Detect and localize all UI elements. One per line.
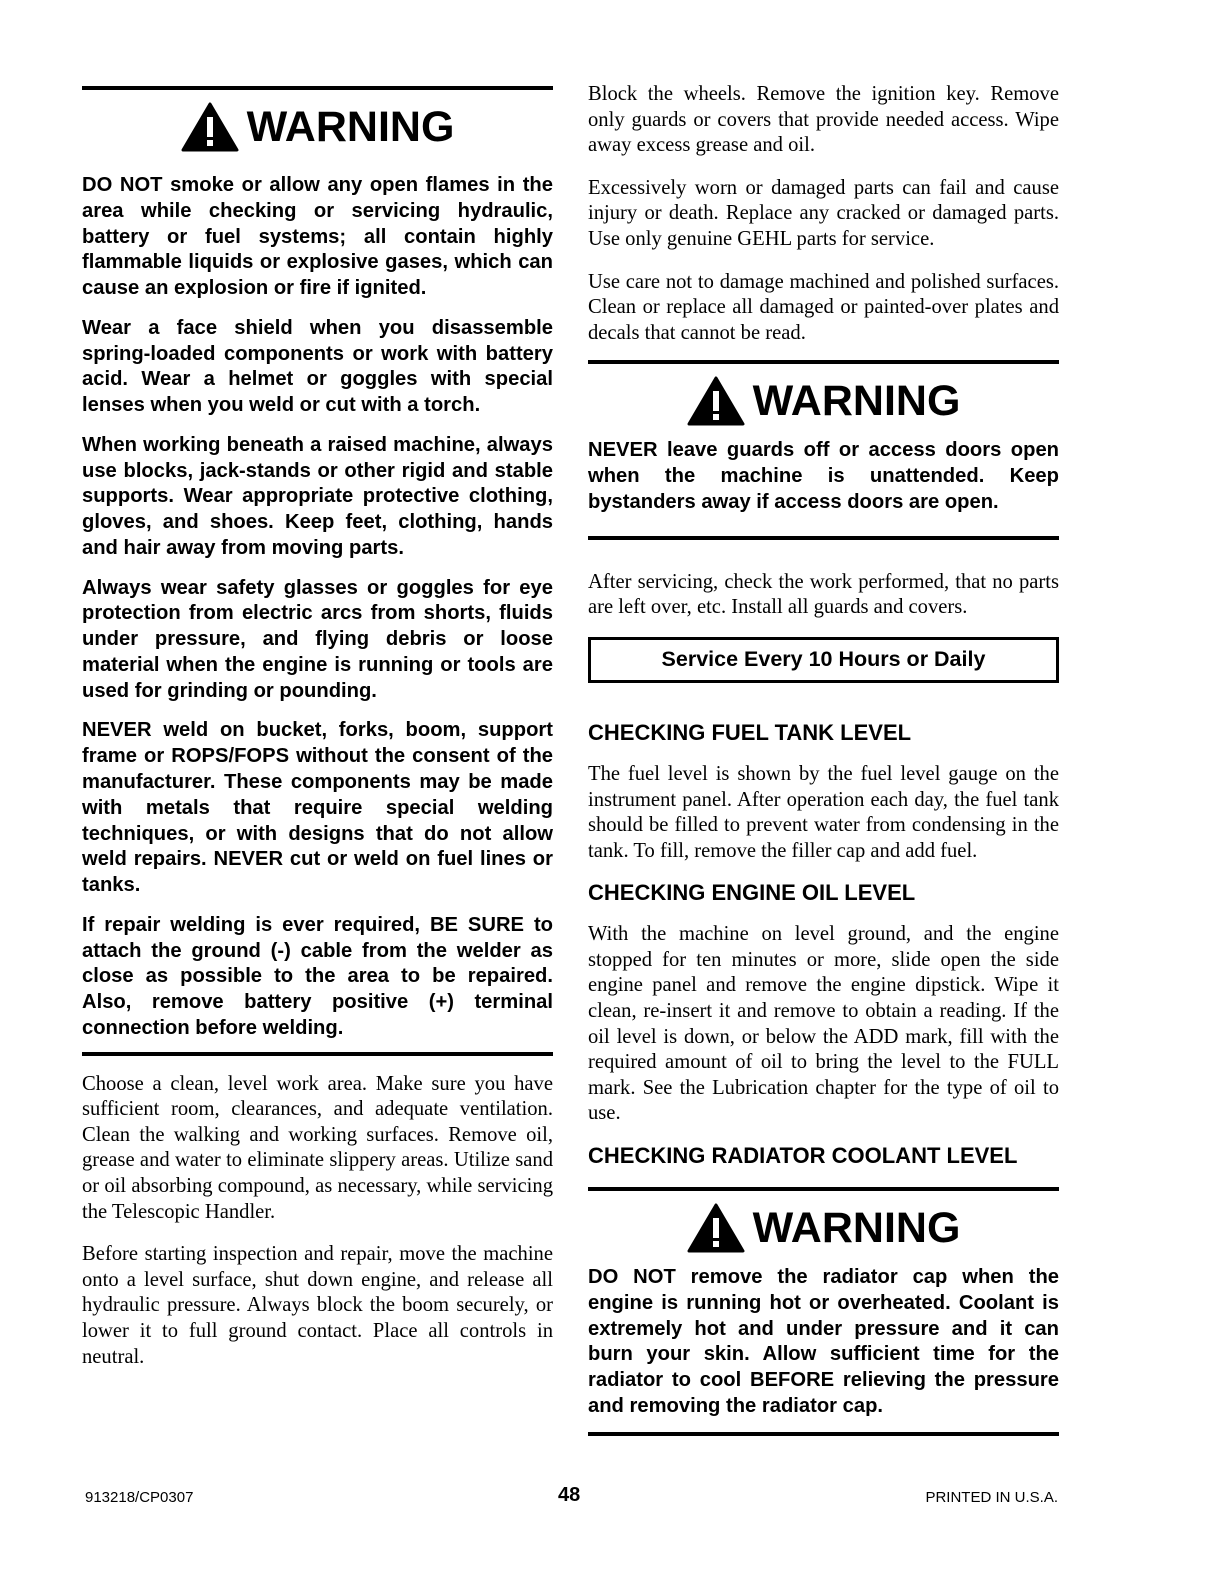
warning-top-rule [588,360,1059,364]
body-text [82,1072,553,1371]
oil-text: With the machine on level ground, and the engine stopped for ten minutes or more, slide open the side engine panel and remove the engine dipstick. Wipe it clean, re-insert it and remove to obtain a reading. If the oil level is down, or below the ADD mark, fill with the required amount of oil to bring the level to the FULL mark. See the Lubrication chapter for the type of oil to use. [588,923,1059,1125]
warning-bottom-rule [588,536,1059,540]
warning-title: WARNING [752,1203,961,1252]
warning-bottom-rule [82,1052,553,1056]
oil-heading: CHECKING ENGINE OIL LEVEL [588,880,916,906]
doc-number: 913218/CP0307 [85,1489,194,1506]
body-paragraph: Excessively worn or damaged parts can fail and cause injury or death. Replace any cracked or damaged parts. Use only genuine GEHL parts for service. [588,176,1059,250]
coolant-heading: CHECKING RADIATOR COOLANT LEVEL [588,1143,1018,1169]
warning-header [82,92,553,162]
warning-body [588,1265,1059,1420]
warning-paragraph: Wear a face shield when you disassemble spring-loaded components or work with battery acid. Wear a helmet or goggles with special lenses when you weld or cut with a torch. [82,316,553,417]
warning-body [588,438,1059,515]
warning-paragraph: DO NOT remove the radiator cap when the engine is running hot or overheated. Coolant is extremely hot and under pressure and it can burn your skin. Allow sufficient time for the radiator to cool BEFORE relieving the pressure and removing the radiator cap. [588,1266,1059,1418]
warning-header [588,366,1059,436]
warning-body [82,173,553,1042]
service-interval-box: Service Every 10 Hours or Daily [588,637,1059,683]
warning-paragraph: NEVER leave guards off or access doors open when the machine is unattended. Keep bystanders away if access doors are open. [588,439,1059,513]
warning-paragraph: DO NOT smoke or allow any open flames in the area while checking or servicing hydraulic, battery or fuel systems; all contain highly flammable liquids or explosive gases, which can cause an explosion or fire if ignited. [82,174,553,300]
fuel-heading: CHECKING FUEL TANK LEVEL [588,719,912,745]
fuel-text: The fuel level is shown by the fuel level gauge on the instrument panel. After operation each day, the fuel tank should be filled to prevent water from condensing in the tank. To fill, remove the filler cap and add fuel. [588,762,1059,862]
body-paragraph: Before starting inspection and repair, move the machine onto a level surface, shut down engine, and release all hydraulic pressure. Always block the boom securely, or lower it to full ground contact. Place all controls in neutral. [82,1243,553,1368]
left-column [82,86,553,1387]
warning-top-rule [82,86,553,90]
body-paragraph: Choose a clean, level work area. Make sure you have sufficient room, clearances, and adequate ventilation. Clean the walking and working surfaces. Remove oil, grease and water to eliminate slippery areas. Utilize sand or oil absorbing compound, as necessary, while servicing the Telescopic Handler. [82,1072,553,1223]
warning-title: WARNING [752,376,961,425]
warning-triangle-icon [687,1203,745,1253]
warning-title: WARNING [246,102,455,151]
warning-header [588,1193,1059,1263]
warning-paragraph: Always wear safety glasses or goggles for eye protection from electric arcs from shorts, fluids under pressure, and flying debris or loose material when the engine is running or tools are used for grinding or pounding. [82,576,553,702]
printed-in: PRINTED IN U.S.A. [925,1489,1058,1506]
page-number: 48 [558,1484,581,1506]
body-paragraph: Block the wheels. Remove the ignition key. Remove only guards or covers that provide needed access. Wipe away excess grease and oil. [588,83,1059,157]
after-servicing-text: After servicing, check the work performed, that no parts are left over, etc. Install all guards and covers. [588,570,1059,619]
warning-paragraph: NEVER weld on bucket, forks, boom, support frame or ROPS/FOPS without the consent of the manufacturer. These components may be made with metals that require special welding techniques, or with designs that do not allow weld repairs. NEVER cut or weld on fuel lines or tanks. [82,719,553,897]
warning-triangle-icon [687,376,745,426]
warning-bottom-rule [588,1432,1059,1436]
warning-top-rule [588,1187,1059,1191]
warning-triangle-icon [181,102,239,152]
warning-paragraph: When working beneath a raised machine, always use blocks, jack-stands or other rigid and stable supports. Wear appropriate protective clothing, gloves, and shoes. Keep feet, clothing, hands and hair away from moving parts. [82,433,553,559]
body-paragraph: Use care not to damage machined and polished surfaces. Clean or replace all damaged or painted-over plates and decals that cannot be read. [588,270,1059,344]
warning-paragraph: If repair welding is ever required, BE SURE to attach the ground (-) cable from the welder as close as possible to the area to be repaired. Also, remove battery positive (+) terminal connection before welding. [82,913,553,1039]
right-column [588,82,1059,1436]
